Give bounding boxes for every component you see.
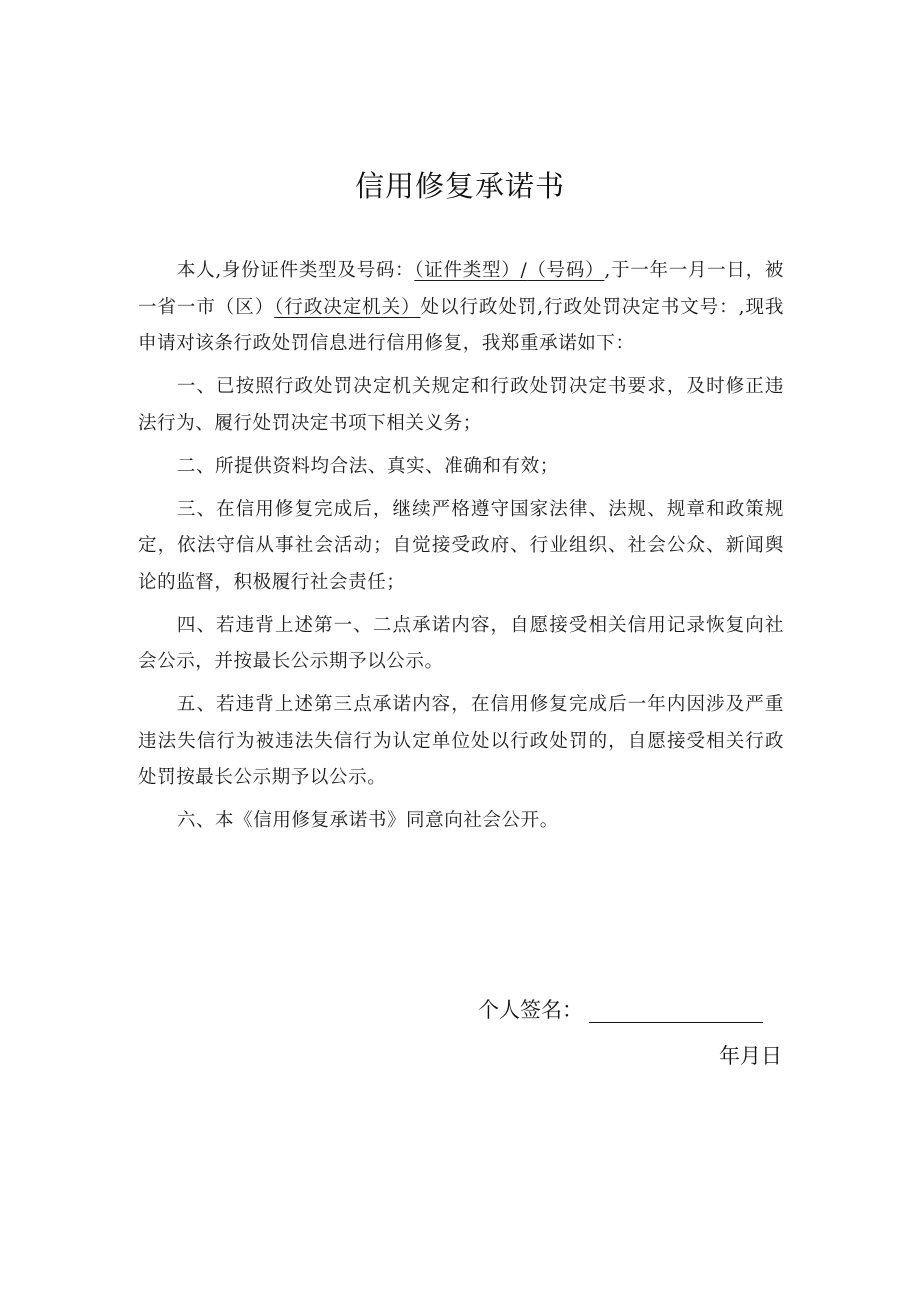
- signature-label: 个人签名：: [478, 998, 583, 1022]
- id-type-blank: （证件类型）/: [414, 260, 528, 281]
- authority-blank: （行政决定机关）: [274, 296, 421, 318]
- commitment-item-5: 五、若违背上述第三点承诺内容，在信用修复完成后一年内因涉及严重违法失信行为被违法失信行为认定单位处以行政处罚的，自愿接受相关行政处罚按最长公示期予以公示。: [138, 694, 784, 788]
- intro-text-1: 本人,身份证件类型及号码：: [176, 260, 415, 281]
- commitment-item-1: 一、已按照行政处罚决定机关规定和行政处罚决定书要求，及时修正违法行为、履行处罚决定书项下相关义务；: [138, 376, 784, 434]
- commitment-item-4: 四、若违背上述第一、二点承诺内容，自愿接受相关信用记录恢复向社会公示，并按最长公示期予以公示。: [138, 614, 784, 672]
- document-title: 信用修复承诺书: [354, 169, 565, 203]
- id-number-blank: （号码）: [527, 260, 605, 281]
- intro-text-3: 处以行政处罚,行政处罚决定书文号：,现我申请对该条行政处罚信息进行信用修复，我郑重承诺如下：: [138, 296, 784, 354]
- commitment-item-6: 六、本《信用修复承诺书》同意向社会公开。: [176, 810, 559, 831]
- signature-line: [589, 1021, 763, 1023]
- commitment-item-2: 二、所提供资料均合法、真实、准确和有效；: [176, 455, 559, 477]
- commitment-item-3: 三、在信用修复完成后，继续严格遵守国家法律、法规、规章和政策规定，依法守信从事社会活动；自觉接受政府、行业组织、社会公众、新闻舆论的监督，积极履行社会责任；: [138, 498, 784, 593]
- document-body: [138, 253, 784, 846]
- intro-paragraph: [138, 253, 784, 363]
- intro-text-2: ,于一年一月一日，被一省一市（区）: [138, 260, 784, 318]
- signature-row: [478, 994, 778, 1024]
- date-label: 年月日: [719, 1044, 782, 1068]
